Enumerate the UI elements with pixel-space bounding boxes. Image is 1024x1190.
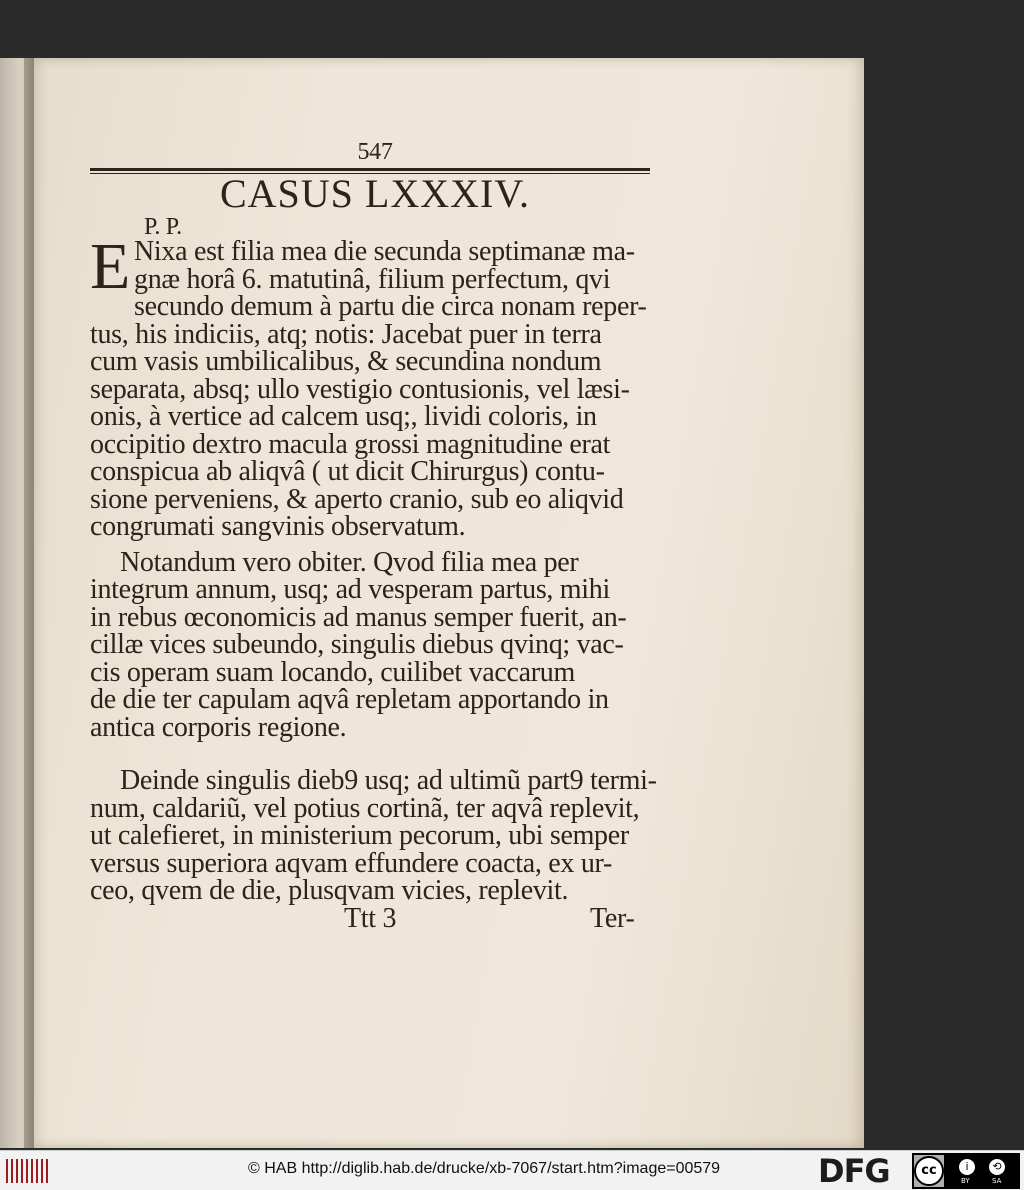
text-line: separata, absq; ullo vestigio contusionis, vel læsi- [90, 373, 630, 405]
paragraph-1 [90, 230, 660, 542]
attribution-icon: i [958, 1158, 976, 1176]
signature-mark: Ttt 3 [344, 902, 397, 934]
page-gutter [24, 58, 34, 1148]
text-line: num, caldariũ, vel potius cortinã, ter aqvâ replevit, [90, 792, 640, 824]
text-line: de die ter capulam aqvâ repletam apportando in [90, 684, 609, 715]
page-text-block [90, 138, 660, 933]
book-page [34, 58, 864, 1148]
text-line: conspicua ab aliqvâ ( ut dicit Chirurgus) contu- [90, 456, 605, 487]
text-line: cis operam suam locando, cuilibet vaccarum [90, 656, 575, 688]
drop-capital: E [90, 230, 131, 303]
cc-icon: cc [914, 1156, 944, 1186]
cc-license-badge[interactable] [912, 1153, 1020, 1189]
text-line: gnæ horâ 6. matutinâ, filium perfectum, qvi [134, 263, 611, 295]
page-title: CASUS LXXXIV. [219, 171, 531, 216]
catchword: Ter- [590, 902, 635, 934]
text-line: cillæ vices subeundo, singulis diebus qvinq; vac- [90, 629, 624, 660]
text-line: ceo, qvem de die, plusqvam vicies, replevit. [90, 875, 569, 906]
text-line: tus, his indiciis, atq; notis: Jacebat puer in terra [90, 318, 602, 350]
text-line: integrum annum, usq; ad vesperam partus, mihi [90, 574, 610, 605]
page-footer-line [90, 902, 660, 934]
text-line: sione perveniens, & aperto cranio, sub eo aliqvid [90, 483, 624, 515]
paragraph-2 [90, 546, 660, 743]
text-line: secundo demum à partu die circa nonam reper- [134, 291, 647, 322]
license-strip [944, 1155, 1018, 1187]
barcode-icon [6, 1159, 48, 1183]
scan-background [864, 58, 1024, 1148]
text-line: onis, à vertice ad calcem usq;, lividi coloris, in [90, 401, 597, 432]
text-line: Notandum vero obiter. Qvod filia mea per [120, 546, 579, 578]
sa-label: SA [992, 1177, 1002, 1185]
text-line: cum vasis umbilicalibus, & secundina nondum [90, 346, 602, 377]
copyright-link[interactable]: © HAB http://diglib.hab.de/drucke/xb-7067/start.htm?image=00579 [248, 1160, 721, 1177]
text-line: antica corporis regione. [90, 711, 347, 743]
text-line: ut calefieret, in ministerium pecorum, ubi semper [90, 820, 629, 851]
salutation: P. P. [144, 214, 182, 240]
text-line: Deinde singulis dieb9 usq; ad ultimũ part9 termi- [120, 765, 657, 796]
text-line: Nixa est filia mea die secunda septimanæ ma- [134, 236, 635, 267]
text-line: congrumati sangvinis observatum. [90, 511, 466, 542]
by-label: BY [961, 1177, 970, 1185]
share-alike-icon: ⟲ [988, 1158, 1006, 1176]
paragraph-3 [90, 767, 660, 905]
footer-bar [0, 1150, 1024, 1190]
dfg-logo: DFG [818, 1152, 890, 1190]
page-number: 547 [357, 139, 393, 165]
text-line: versus superiora aqvam effundere coacta, ex ur- [90, 847, 613, 879]
text-line: occipitio dextro macula grossi magnitudine erat [90, 428, 611, 460]
text-line: in rebus œconomicis ad manus semper fuerit, an- [90, 601, 627, 633]
